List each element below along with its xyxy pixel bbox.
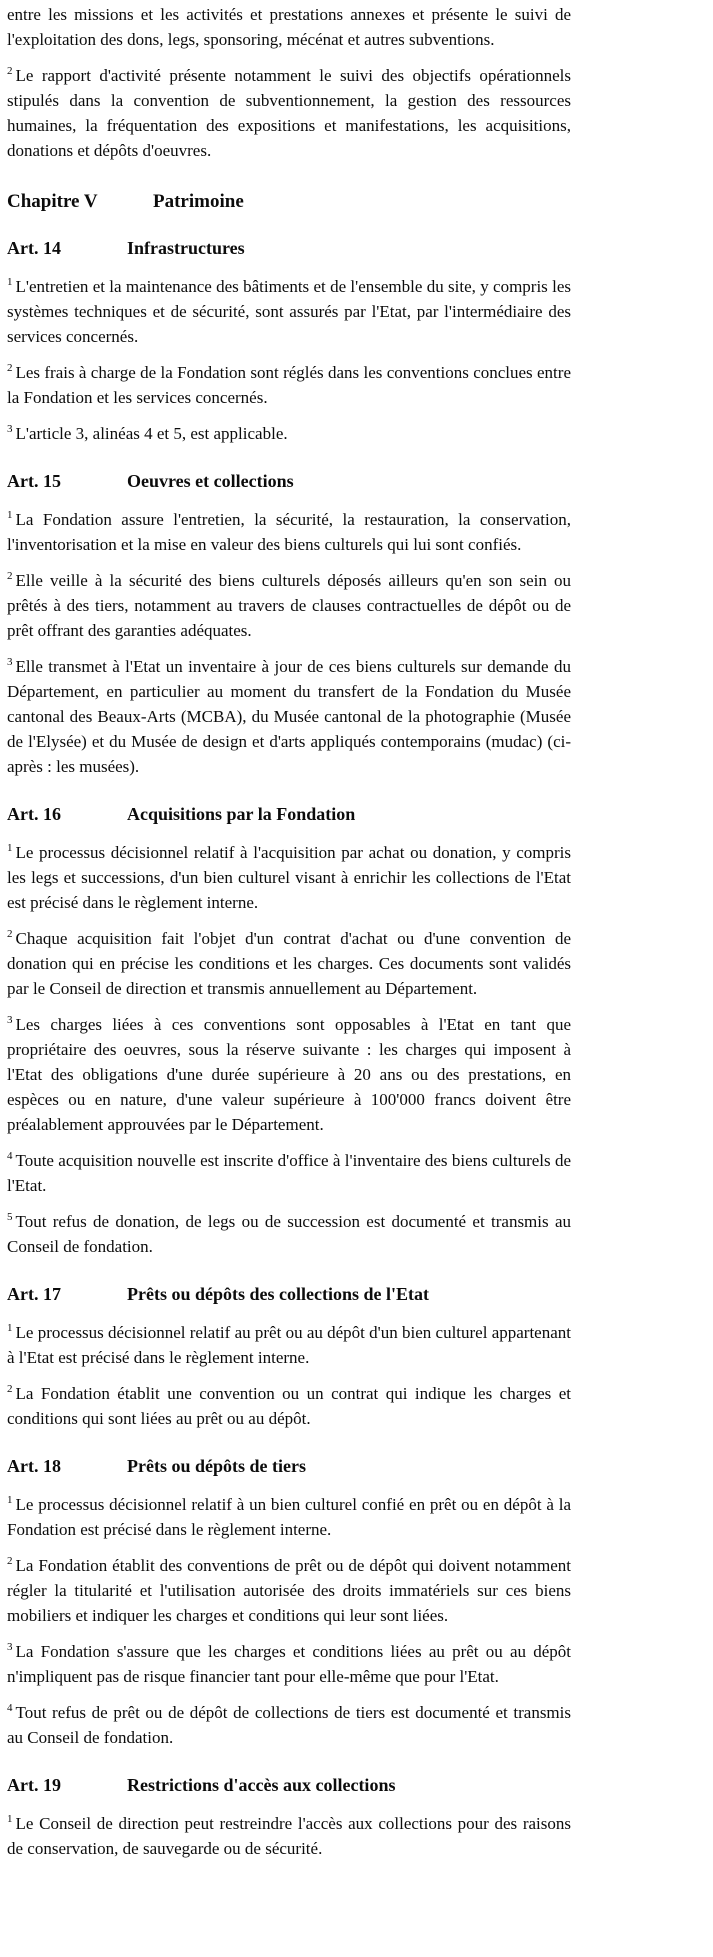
- paragraph-number: 3: [7, 1014, 13, 1027]
- article-title: Acquisitions par la Fondation: [127, 804, 356, 824]
- article-paragraph: [7, 1700, 571, 1750]
- article-18: [7, 1455, 571, 1750]
- article-paragraph: [7, 1811, 571, 1861]
- paragraph-text: entre les missions et les activités et prestations annexes et présente le suivi de l'exploitation des dons, legs, sponsoring, mécénat et autres subventions.: [7, 5, 571, 49]
- article-heading: [7, 1283, 571, 1305]
- paragraph-number: 4: [7, 1150, 13, 1163]
- article-paragraph: [7, 840, 571, 915]
- paragraph-number: 1: [7, 509, 13, 522]
- chapter-number: Chapitre V: [7, 191, 98, 212]
- article-number: Art. 16: [7, 804, 61, 824]
- paragraph-number: 2: [7, 362, 13, 375]
- article-number: Art. 17: [7, 1284, 61, 1304]
- article-title: Prêts ou dépôts de tiers: [127, 1456, 306, 1476]
- paragraph-text: Chaque acquisition fait l'objet d'un contrat d'achat ou d'une convention de donation qui en précise les conditions et les charges. Ces documents sont validés par le Conseil de direction et transmis annuellement au Département.: [7, 929, 571, 998]
- article-paragraph: [7, 360, 571, 410]
- paragraph-text: Le processus décisionnel relatif au prêt ou au dépôt d'un bien culturel appartenant à l'Etat est précisé dans le règlement interne.: [7, 1323, 571, 1367]
- intro-paragraph-continuation: [7, 2, 571, 52]
- paragraph-text: Toute acquisition nouvelle est inscrite d'office à l'inventaire des biens culturels de l'Etat.: [7, 1151, 571, 1195]
- paragraph-number: 1: [7, 1322, 13, 1335]
- paragraph-number: 1: [7, 842, 13, 855]
- article-paragraph: [7, 421, 571, 446]
- paragraph-number: 3: [7, 423, 13, 436]
- article-paragraph: [7, 926, 571, 1001]
- article-title: Prêts ou dépôts des collections de l'Etat: [127, 1284, 429, 1304]
- article-number: Art. 18: [7, 1456, 61, 1476]
- paragraph-text: Le rapport d'activité présente notamment le suivi des objectifs opérationnels stipulés dans la convention de subventionnement, la gestion des ressources humaines, la fréquentation des expositions et manifestations, les acquisitions, donations et dépôts d'oeuvres.: [7, 66, 571, 160]
- article-paragraph: [7, 274, 571, 349]
- intro-paragraph: [7, 63, 571, 163]
- article-16: [7, 803, 571, 1259]
- paragraph-text: L'article 3, alinéas 4 et 5, est applicable.: [15, 424, 288, 443]
- article-title: Restrictions d'accès aux collections: [127, 1775, 396, 1795]
- paragraph-number: 4: [7, 1702, 13, 1715]
- paragraph-number: 2: [7, 1383, 13, 1396]
- article-heading: [7, 1455, 571, 1477]
- article-number: Art. 15: [7, 471, 61, 491]
- article-17: [7, 1283, 571, 1431]
- article-paragraph: [7, 1639, 571, 1689]
- chapter-title: Patrimoine: [153, 191, 244, 212]
- paragraph-number: 2: [7, 65, 13, 78]
- paragraph-text: Le Conseil de direction peut restreindre l'accès aux collections pour des raisons de conservation, de sauvegarde ou de sécurité.: [7, 1814, 571, 1858]
- article-14: [7, 237, 571, 446]
- paragraph-text: Les charges liées à ces conventions sont opposables à l'Etat en tant que propriétaire des oeuvres, sous la réserve suivante : les charges qui imposent à l'Etat des obligations d'une durée supérieure à 20 ans ou des prestations, en espèces ou en nature, d'une valeur supérieure à 100'000 francs doivent être préalablement approuvées par le Département.: [7, 1015, 571, 1134]
- paragraph-number: 3: [7, 656, 13, 669]
- paragraph-text: Elle veille à la sécurité des biens culturels déposés ailleurs qu'en son sein ou prêtés à des tiers, notamment au travers de clauses contractuelles de dépôt ou de prêt offrant des garanties adéquates.: [7, 571, 571, 640]
- article-paragraph: [7, 1148, 571, 1198]
- paragraph-text: Elle transmet à l'Etat un inventaire à jour de ces biens culturels sur demande du Département, en particulier au moment du transfert de la Fondation du Musée cantonal des Beaux-Arts (MCBA), du Musée cantonal de la photographie (Musée de l'Elysée) et du Musée de design et d'arts appliqués contemporains (mudac) (ci-après : les musées).: [7, 657, 571, 776]
- paragraph-number: 1: [7, 276, 13, 289]
- paragraph-text: La Fondation établit des conventions de prêt ou de dépôt qui doivent notamment régler la titularité et l'utilisation autorisée des droits immatériels sur ces biens mobiliers et indiquer les charges et conditions qui leur sont liées.: [7, 1556, 571, 1625]
- article-paragraph: [7, 654, 571, 779]
- chapter-heading: [7, 191, 571, 213]
- article-19: [7, 1774, 571, 1861]
- paragraph-text: Le processus décisionnel relatif à l'acquisition par achat ou donation, y compris les legs et successions, d'un bien culturel visant à enrichir les collections de l'Etat est précisé dans le règlement interne.: [7, 843, 571, 912]
- article-paragraph: [7, 1012, 571, 1137]
- article-heading: [7, 237, 571, 259]
- article-paragraph: [7, 1492, 571, 1542]
- paragraph-text: Tout refus de donation, de legs ou de succession est documenté et transmis au Conseil de fondation.: [7, 1212, 571, 1256]
- article-15: [7, 470, 571, 779]
- article-paragraph: [7, 1209, 571, 1259]
- article-heading: [7, 803, 571, 825]
- paragraph-number: 1: [7, 1494, 13, 1507]
- article-heading: [7, 1774, 571, 1796]
- article-title: Oeuvres et collections: [127, 471, 294, 491]
- paragraph-number: 1: [7, 1813, 13, 1826]
- paragraph-text: La Fondation établit une convention ou un contrat qui indique les charges et conditions qui sont liées au prêt ou au dépôt.: [7, 1384, 571, 1428]
- article-paragraph: [7, 1553, 571, 1628]
- article-paragraph: [7, 568, 571, 643]
- paragraph-number: 5: [7, 1211, 13, 1224]
- paragraph-text: Le processus décisionnel relatif à un bien culturel confié en prêt ou en dépôt à la Fondation est précisé dans le règlement interne.: [7, 1495, 571, 1539]
- paragraph-number: 2: [7, 928, 13, 941]
- paragraph-text: La Fondation s'assure que les charges et conditions liées au prêt ou au dépôt n'impliquent pas de risque financier tant pour elle-même que pour l'Etat.: [7, 1642, 571, 1686]
- article-heading: [7, 470, 571, 492]
- paragraph-text: L'entretien et la maintenance des bâtiments et de l'ensemble du site, y compris les systèmes techniques et de sécurité, sont assurés par l'Etat, par l'intermédiaire des services concernés.: [7, 277, 571, 346]
- article-paragraph: [7, 507, 571, 557]
- paragraph-text: Tout refus de prêt ou de dépôt de collections de tiers est documenté et transmis au Conseil de fondation.: [7, 1703, 571, 1747]
- paragraph-text: La Fondation assure l'entretien, la sécurité, la restauration, la conservation, l'inventorisation et la mise en valeur des biens culturels qui lui sont confiés.: [7, 510, 571, 554]
- article-paragraph: [7, 1320, 571, 1370]
- paragraph-text: Les frais à charge de la Fondation sont réglés dans les conventions conclues entre la Fondation et les services concernés.: [7, 363, 571, 407]
- article-number: Art. 14: [7, 238, 61, 258]
- paragraph-number: 3: [7, 1641, 13, 1654]
- paragraph-number: 2: [7, 570, 13, 583]
- article-paragraph: [7, 1381, 571, 1431]
- article-number: Art. 19: [7, 1775, 61, 1795]
- article-title: Infrastructures: [127, 238, 245, 258]
- paragraph-number: 2: [7, 1555, 13, 1568]
